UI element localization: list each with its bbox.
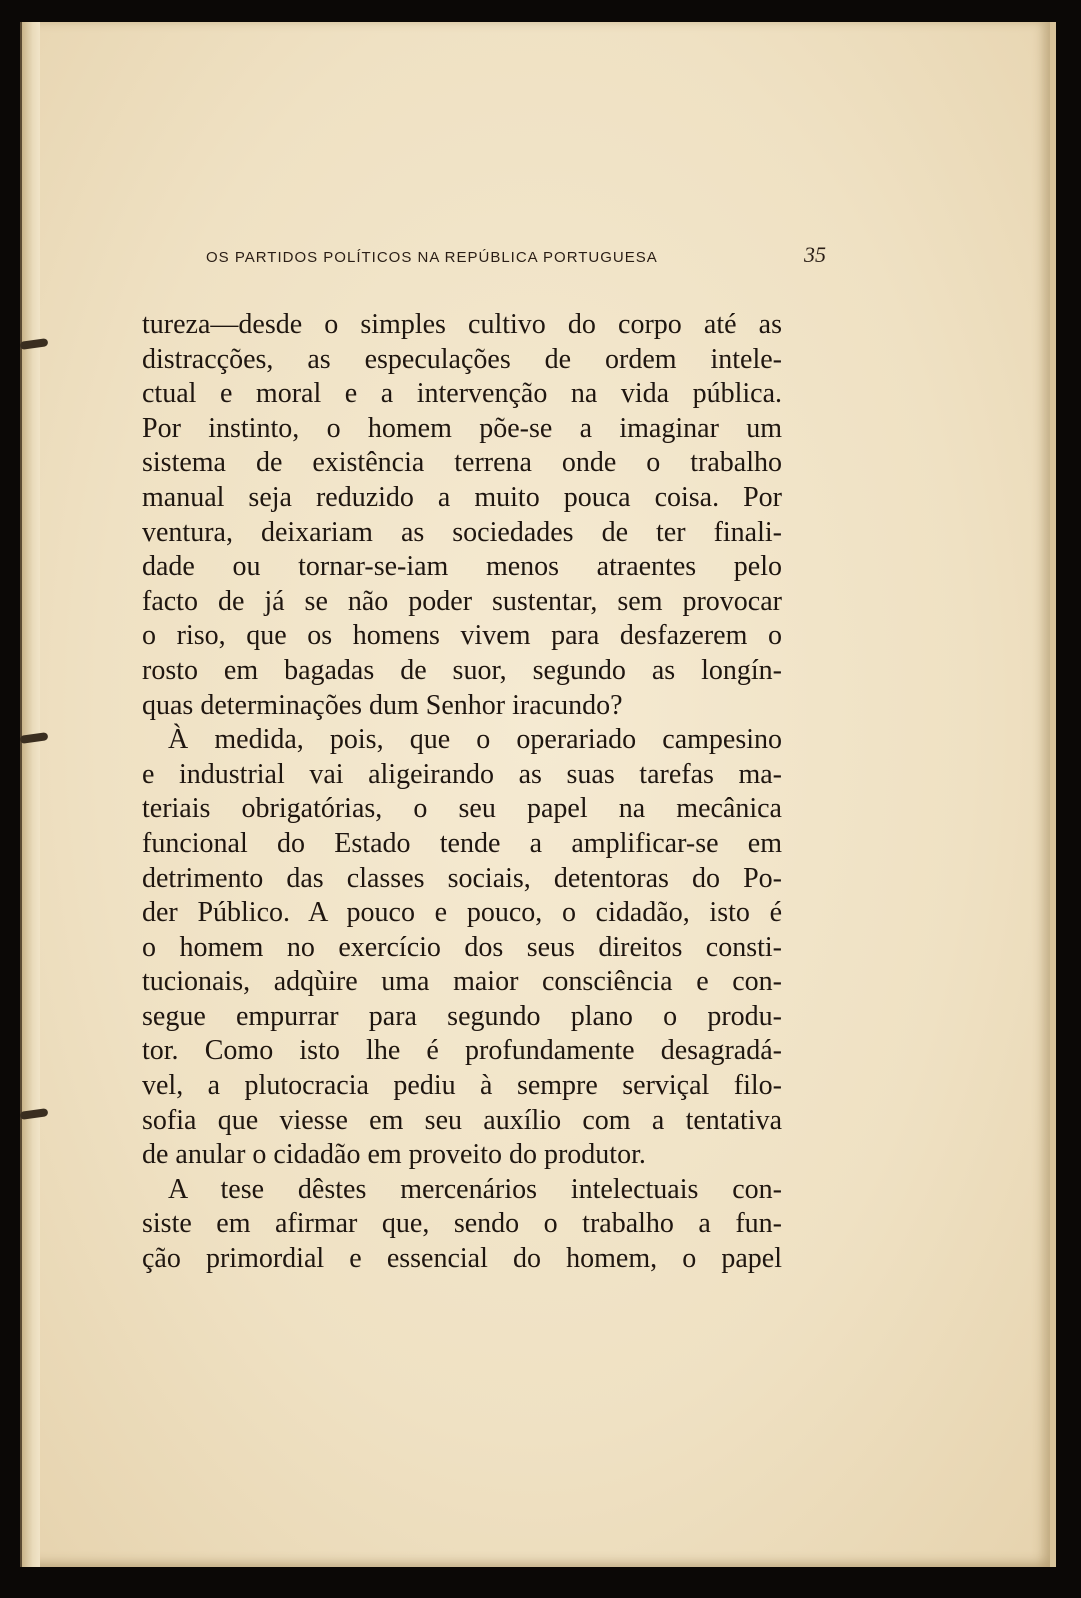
text-line: o riso, que os homens vivem para desfazerem o xyxy=(142,620,782,652)
text-line: segue empurrar para segundo plano o produ- xyxy=(142,1000,782,1032)
text-line: dade ou tornar-se-iam menos atraentes pelo xyxy=(142,551,782,583)
paragraph-2 xyxy=(142,723,782,1173)
text-line: facto de já se não poder sustentar, sem provocar xyxy=(142,585,782,617)
paragraph-3 xyxy=(142,1173,782,1277)
text-line: manual seja reduzido a muito pouca coisa. Por xyxy=(142,481,782,513)
text-line: quas determinações dum Senhor iracundo? xyxy=(142,689,623,721)
text-line: Por instinto, o homem põe-se a imaginar um xyxy=(142,412,782,444)
text-line: e industrial vai aligeirando as suas tarefas ma- xyxy=(142,758,782,790)
paragraph-1 xyxy=(142,308,782,723)
text-line: tucionais, adqùire uma maior consciência e con- xyxy=(142,966,782,998)
text-line: sofia que viesse em seu auxílio com a tentativa xyxy=(142,1104,782,1136)
text-line: tor. Como isto lhe é profundamente desagradá- xyxy=(142,1035,782,1067)
page-number: 35 xyxy=(804,242,826,267)
page-binding-edge xyxy=(20,22,40,1567)
text-line: tureza—desde o simples cultivo do corpo até as xyxy=(142,309,782,340)
text-line: distracções, as especulações de ordem intele- xyxy=(142,343,782,375)
running-title: OS PARTIDOS POLÍTICOS NA REPÚBLICA PORTUGUESA xyxy=(206,249,658,266)
text-line: der Público. A pouco e pouco, o cidadão, isto é xyxy=(142,897,782,929)
text-line: A tese dêstes mercenários intelectuais con- xyxy=(168,1173,782,1205)
text-line: siste em afirmar que, sendo o trabalho a fun- xyxy=(142,1208,782,1240)
text-line: À medida, pois, que o operariado campesino xyxy=(168,724,782,756)
text-line: ctual e moral e a intervenção na vida pública. xyxy=(142,378,782,410)
body-text xyxy=(142,308,782,1277)
text-line: ção primordial e essencial do homem, o papel xyxy=(142,1243,782,1275)
text-line: detrimento das classes sociais, detentoras do Po- xyxy=(142,862,782,894)
text-line: o homem no exercício dos seus direitos consti- xyxy=(142,931,782,963)
running-header xyxy=(206,242,826,268)
text-line: teriais obrigatórias, o seu papel na mecânica xyxy=(142,793,782,825)
text-line: de anular o cidadão em proveito do produtor. xyxy=(142,1139,646,1171)
text-line: sistema de existência terrena onde o trabalho xyxy=(142,447,782,479)
text-line: funcional do Estado tende a amplificar-se em xyxy=(142,827,782,859)
text-line: rosto em bagadas de suor, segundo as longín- xyxy=(142,654,782,686)
text-line: ventura, deixariam as sociedades de ter finali- xyxy=(142,516,782,548)
text-line: vel, a plutocracia pediu à sempre serviçal filo- xyxy=(142,1070,782,1102)
